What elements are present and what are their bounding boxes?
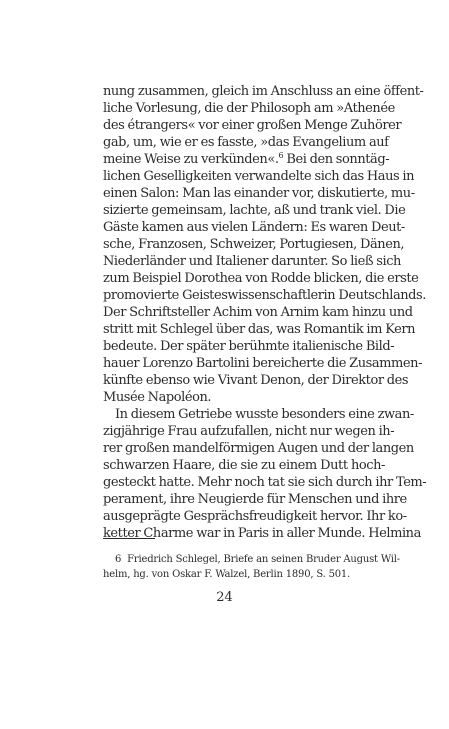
text-line: sizierte gemeinsam, lachte, aß und trank viel. Die [103,203,406,218]
text-line: perament, ihre Neugierde für Menschen und ihre [103,492,407,507]
text-segment: Bei den sonntäg- [283,152,390,167]
page-number: 24 [216,590,233,605]
text-line: Der Schriftsteller Achim von Arnim kam hinzu und [103,305,413,320]
text-line [103,151,390,168]
text-line: stritt mit Schlegel über das, was Romantik im Kern [103,322,416,337]
text-line: einen Salon: Man las einander vor, diskutierte, mu- [103,186,415,201]
footnote-marker: 6 [278,151,284,160]
text-line: ketter Charme war in Paris in aller Munde. Helmina [103,526,421,541]
text-line: zigjährige Frau aufzufallen, nicht nur wegen ih- [103,424,395,439]
text-line: nung zusammen, gleich im Anschluss an eine öffent- [103,84,424,99]
text-line: bedeute. Der später berühmte italienische Bild- [103,339,395,354]
text-line: lichen Geselligkeiten verwandelte sich das Haus in [103,169,415,184]
text-line: liche Vorlesung, die der Philosoph am »Athenée [103,101,395,116]
text-line: gesteckt hatte. Mehr noch tat sie sich durch ihr Tem- [103,475,427,490]
text-line: schwarzen Haare, die sie zu einem Dutt hoch- [103,458,385,473]
text-line: rer großen mandelförmigen Augen und der langen [103,441,414,456]
text-line: Gäste kamen aus vielen Ländern: Es waren Deut- [103,220,405,235]
text-line: Niederländer und Italiener darunter. So ließ sich [103,254,401,269]
text-line: In diesem Getriebe wusste besonders eine zwan- [115,407,414,422]
text-segment: meine Weise zu verkünden«. [103,152,279,167]
footnote-number: 6 [115,554,122,565]
text-line: des étrangers« vor einer großen Menge Zuhörer [103,118,402,133]
footnote-divider [103,538,155,539]
text-line: zum Beispiel Dorothea von Rodde blicken, die erste [103,271,419,286]
footnote-text: Friedrich Schlegel, Briefe an seinen Bruder August Wil- [127,554,400,565]
footnote-line [115,552,400,567]
text-line: gab, um, wie er es fasste, »das Evangelium auf [103,135,389,150]
text-line: sche, Franzosen, Schweizer, Portugiesen, Dänen, [103,237,405,252]
footnote-line: helm, hg. von Oskar F. Walzel, Berlin 1890, S. 501. [103,569,351,580]
text-line: hauer Lorenzo Bartolini bereicherte die Zusammen- [103,356,423,371]
text-line: ausgeprägte Gesprächsfreudigkeit hervor. Ihr ko- [103,509,407,524]
text-line: promovierte Geisteswissenschaftlerin Deutschlands. [103,288,426,303]
text-line: Musée Napoléon. [103,390,212,405]
text-line: künfte ebenso wie Vivant Denon, der Direktor des [103,373,409,388]
